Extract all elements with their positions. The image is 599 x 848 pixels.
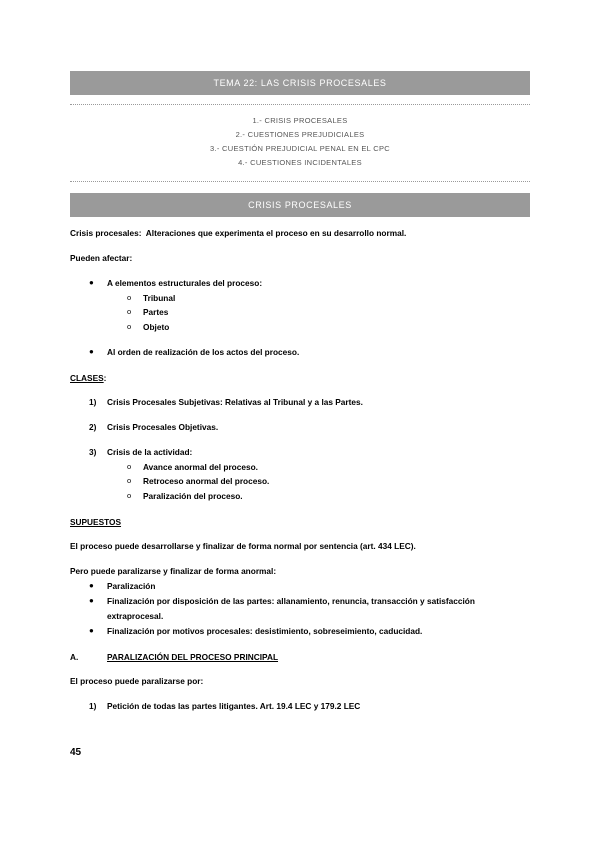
toc-item: 2.- CUESTIONES PREJUDICIALES — [235, 130, 365, 139]
list-item: Petición de todas las partes litigantes. Art. 19.4 LEC y 179.2 LEC — [107, 701, 361, 711]
toc-item: 4.- CUESTIONES INCIDENTALES — [238, 158, 362, 167]
list-item: Crisis Procesales Objetivas. — [107, 422, 219, 432]
section-title-bar: CRISIS PROCESALES — [70, 193, 530, 217]
bullet-icon: ● — [89, 278, 94, 287]
list-item: Avance anormal del proceso. — [143, 462, 258, 472]
list-number: 1) — [89, 397, 97, 407]
circle-bullet-icon: o — [127, 476, 132, 485]
list-number: 2) — [89, 422, 97, 432]
list-item-continuation: extraprocesal. — [107, 611, 164, 621]
paragraph: Pero puede paralizarse y finalizar de forma anormal: — [70, 566, 277, 576]
list-item: Retroceso anormal del proceso. — [143, 476, 270, 486]
toc-item: 3.- CUESTIÓN PREJUDICIAL PENAL EN EL CPC — [210, 144, 390, 153]
list-item: Crisis Procesales Subjetivas: Relativas al Tribunal y a las Partes. — [107, 397, 363, 407]
definition-label: Crisis procesales: — [70, 228, 142, 238]
list-item: Al orden de realización de los actos del proceso. — [107, 347, 300, 357]
list-item: Finalización por disposición de las partes: allanamiento, renuncia, transacción y satisfacción — [107, 596, 475, 606]
definition-text: Alteraciones que experimenta el proceso en su desarrollo normal. — [145, 228, 407, 238]
table-of-contents — [70, 114, 530, 170]
supuestos-heading: SUPUESTOS — [70, 517, 122, 527]
list-item: A elementos estructurales del proceso: — [107, 278, 263, 288]
list-number: 3) — [89, 447, 97, 457]
bullet-icon: ● — [89, 581, 94, 590]
list-item: Partes — [143, 307, 169, 317]
list-item: Tribunal — [143, 293, 176, 303]
divider — [70, 104, 530, 105]
bullet-icon: ● — [89, 347, 94, 356]
toc-item: 1.- CRISIS PROCESALES — [252, 116, 348, 125]
list-item: Finalización por motivos procesales: desistimiento, sobreseimiento, caducidad. — [107, 626, 423, 636]
circle-bullet-icon: o — [127, 322, 132, 331]
circle-bullet-icon: o — [127, 307, 132, 316]
page-number: 45 — [70, 747, 82, 758]
section-letter: A. — [70, 652, 79, 662]
circle-bullet-icon: o — [127, 491, 132, 500]
list-item: Objeto — [143, 322, 170, 332]
chapter-title-bar: TEMA 22: LAS CRISIS PROCESALES — [70, 71, 530, 95]
section-a-title: PARALIZACIÓN DEL PROCESO PRINCIPAL — [107, 652, 279, 662]
list-item: Paralización — [107, 581, 156, 591]
list-item: Paralización del proceso. — [143, 491, 243, 501]
circle-bullet-icon: o — [127, 293, 132, 302]
circle-bullet-icon: o — [127, 462, 132, 471]
bullet-icon: ● — [89, 626, 94, 635]
puede-afectar-text: Pueden afectar: — [70, 253, 133, 263]
paragraph: El proceso puede paralizarse por: — [70, 676, 204, 686]
list-item: Crisis de la actividad: — [107, 447, 193, 457]
definition-paragraph — [70, 228, 406, 239]
divider — [70, 181, 530, 182]
list-number: 1) — [89, 701, 97, 711]
clases-heading: CLASES: — [70, 373, 107, 383]
paragraph: El proceso puede desarrollarse y finalizar de forma normal por sentencia (art. 434 LEC). — [70, 541, 416, 551]
bullet-icon: ● — [89, 596, 94, 605]
